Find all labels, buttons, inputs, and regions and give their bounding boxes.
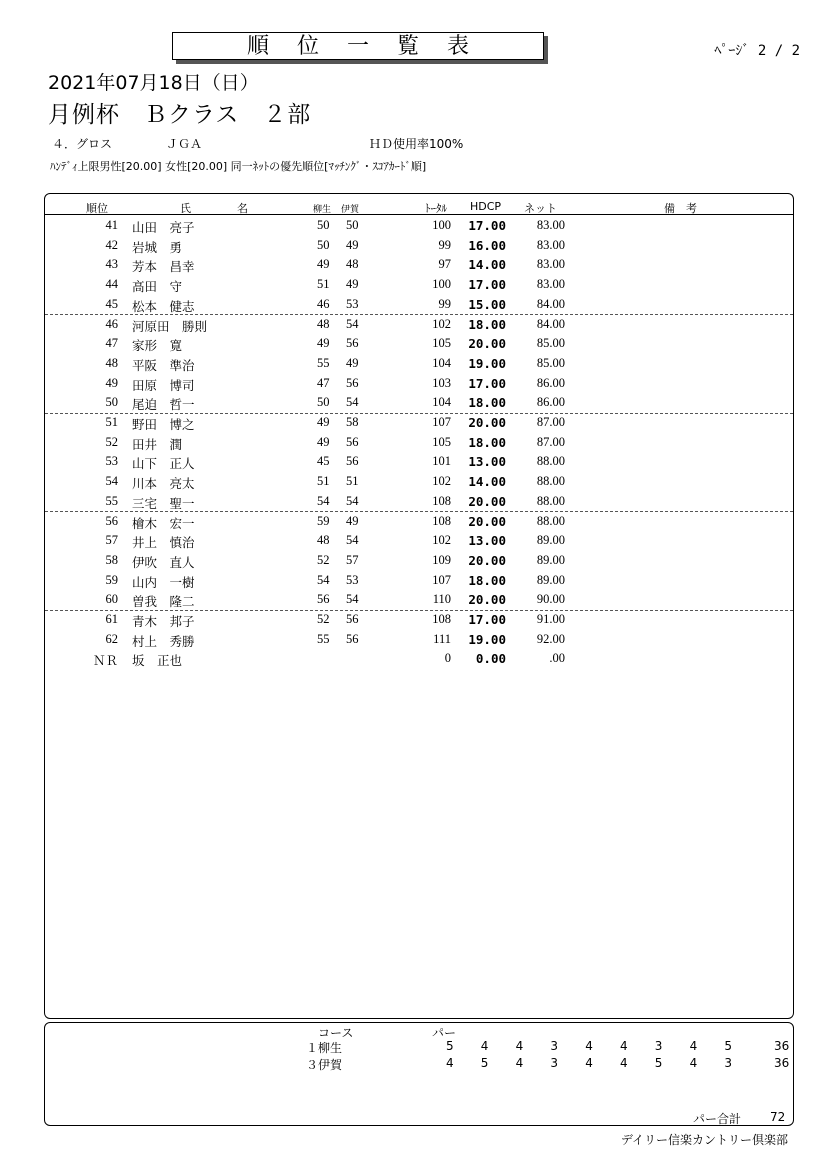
rank-cell: 44 xyxy=(105,277,118,292)
col-course1: 柳生 xyxy=(313,205,332,215)
course1-score: 54 xyxy=(317,572,330,587)
course1-score: 56 xyxy=(317,592,330,607)
course2-score: 49 xyxy=(346,513,359,528)
course-name: ３伊賀 xyxy=(306,1058,343,1072)
net-cell: 84.00 xyxy=(536,296,565,311)
total-cell: 105 xyxy=(432,434,451,449)
table-row xyxy=(45,551,793,571)
course1-score: 50 xyxy=(317,237,330,252)
net-cell: 86.00 xyxy=(536,395,565,410)
name-cell: 山田 亮子 xyxy=(132,221,195,235)
course1-score: 55 xyxy=(317,355,330,370)
table-row xyxy=(45,590,793,611)
course1-score: 49 xyxy=(317,415,330,429)
table-row xyxy=(45,512,793,532)
net-cell: 86.00 xyxy=(536,375,565,390)
course-label: コース xyxy=(318,1026,354,1040)
course2-score: 49 xyxy=(346,237,359,252)
name-cell: 坂 正也 xyxy=(132,654,183,669)
hd-usage-label: ＨＤ使用率100% xyxy=(369,137,464,151)
par-label: パー xyxy=(432,1026,457,1040)
hole-par: 4 xyxy=(480,1039,489,1053)
course-par-total: 36 xyxy=(774,1039,790,1053)
hdcp-cell: 13.00 xyxy=(468,533,506,549)
table-row xyxy=(45,630,793,650)
course2-score: 49 xyxy=(346,277,359,292)
table-row xyxy=(45,610,793,630)
net-cell: 88.00 xyxy=(536,493,565,508)
page-indicator: ﾍﾟｰｼﾞ 2 / 2 xyxy=(714,43,800,59)
table-row xyxy=(45,393,793,414)
course1-score: 51 xyxy=(317,277,330,292)
total-cell: 102 xyxy=(432,474,451,489)
hdcp-cell: 17.00 xyxy=(468,277,506,293)
table-row xyxy=(45,275,793,295)
net-cell: 89.00 xyxy=(536,552,565,567)
course2-score: 56 xyxy=(346,336,359,351)
hole-par: 3 xyxy=(724,1056,733,1070)
name-cell: 芳本 昌幸 xyxy=(132,260,195,275)
total-cell: 111 xyxy=(433,631,451,646)
total-cell: 109 xyxy=(432,552,451,567)
hole-par: 4 xyxy=(446,1056,454,1070)
course2-score: 54 xyxy=(346,316,359,331)
hole-par: 4 xyxy=(620,1056,628,1070)
hdcp-cell: 19.00 xyxy=(468,631,506,647)
name-cell: 平阪 準治 xyxy=(132,358,195,373)
hdcp-cell: 0.00 xyxy=(475,651,506,667)
net-cell: 91.00 xyxy=(536,612,565,626)
table-row xyxy=(45,531,793,551)
hdcp-cell: 18.00 xyxy=(468,434,506,450)
hole-par: 4 xyxy=(585,1039,593,1053)
rule-label: ＪＧＡ xyxy=(166,137,203,151)
name-cell: 山下 正人 xyxy=(132,457,195,472)
hdcp-cell: 20.00 xyxy=(468,336,506,352)
hole-par: 4 xyxy=(585,1056,593,1070)
rank-cell: 50 xyxy=(105,395,118,410)
table-row xyxy=(45,255,793,275)
total-cell: 104 xyxy=(432,395,451,410)
net-cell: 89.00 xyxy=(536,533,565,548)
name-cell: 曽我 隆二 xyxy=(132,595,195,610)
par-total-value: 72 xyxy=(770,1110,786,1124)
rank-cell: 51 xyxy=(105,415,118,429)
net-cell: 92.00 xyxy=(536,631,565,646)
course1-score: 48 xyxy=(317,533,330,548)
total-cell: 107 xyxy=(432,415,451,429)
table-row xyxy=(45,472,793,492)
rank-cell: 49 xyxy=(105,375,118,390)
total-cell: 102 xyxy=(432,316,451,331)
table-row xyxy=(45,649,793,669)
course1-score: 49 xyxy=(317,336,330,351)
rank-cell: 45 xyxy=(105,296,118,311)
col-name-given: 名 xyxy=(237,202,248,215)
course1-score: 49 xyxy=(317,257,330,272)
course2-score: 49 xyxy=(346,355,359,370)
course1-score: 59 xyxy=(317,513,330,528)
course1-score: 47 xyxy=(317,375,330,390)
rank-cell: 62 xyxy=(105,631,118,646)
table-row xyxy=(45,354,793,374)
total-cell: 107 xyxy=(432,572,451,587)
total-cell: 0 xyxy=(444,651,451,666)
net-cell: 89.00 xyxy=(536,572,565,587)
hdcp-cell: 18.00 xyxy=(468,572,506,588)
table-row xyxy=(45,236,793,256)
course1-score: 45 xyxy=(317,454,330,469)
total-cell: 100 xyxy=(432,218,451,232)
col-course2: 伊賀 xyxy=(341,205,360,215)
handicap-rule: ﾊﾝﾃﾞｨ上限男性[20.00] 女性[20.00] 同一ﾈｯﾄの優先順位[ﾏｯﾁﾝｸﾞ・ｽｺｱｶｰﾄﾞ順] xyxy=(50,160,427,173)
course2-score: 56 xyxy=(346,631,359,646)
course2-score: 58 xyxy=(346,415,359,429)
total-cell: 104 xyxy=(432,355,451,370)
page-title: 順位一覧表 xyxy=(172,32,544,60)
rank-cell: ＮＲ xyxy=(92,654,118,669)
name-cell: 岩城 勇 xyxy=(132,240,183,255)
rank-cell: 58 xyxy=(105,552,118,567)
hole-par: 5 xyxy=(724,1039,733,1053)
format-label: ４．グロス xyxy=(52,137,113,151)
name-cell: 山内 一樹 xyxy=(132,575,195,590)
name-cell: 川本 亮太 xyxy=(132,477,195,492)
course1-score: 49 xyxy=(317,434,330,449)
hdcp-cell: 20.00 xyxy=(468,592,506,608)
hdcp-cell: 17.00 xyxy=(468,612,506,627)
table-row xyxy=(45,334,793,354)
course1-score: 48 xyxy=(317,316,330,331)
net-cell: 88.00 xyxy=(536,513,565,528)
total-cell: 110 xyxy=(432,592,451,607)
name-cell: 檜木 宏一 xyxy=(132,516,195,531)
course2-score: 54 xyxy=(346,592,359,607)
hdcp-cell: 17.00 xyxy=(468,375,506,391)
rank-cell: 54 xyxy=(105,474,118,489)
name-cell: 村上 秀勝 xyxy=(132,634,195,649)
hole-par: 3 xyxy=(654,1039,663,1053)
table-row xyxy=(45,216,793,236)
name-cell: 野田 博之 xyxy=(132,418,195,432)
hdcp-cell: 20.00 xyxy=(468,552,506,568)
course2-score: 54 xyxy=(346,533,359,548)
hdcp-cell: 18.00 xyxy=(468,316,506,332)
rank-cell: 41 xyxy=(105,218,118,232)
hole-par: 4 xyxy=(689,1039,698,1053)
course2-score: 54 xyxy=(346,493,359,508)
hdcp-cell: 14.00 xyxy=(468,474,506,490)
total-cell: 105 xyxy=(432,336,451,351)
club-name: デイリー信楽カントリー倶楽部 xyxy=(620,1133,788,1147)
hdcp-cell: 16.00 xyxy=(468,237,506,253)
hole-par: 5 xyxy=(446,1039,454,1053)
net-cell: 85.00 xyxy=(536,355,565,370)
course2-score: 48 xyxy=(346,257,359,272)
hole-par: 3 xyxy=(550,1056,559,1070)
course2-score: 50 xyxy=(346,218,359,232)
course2-score: 56 xyxy=(346,375,359,390)
course1-score: 55 xyxy=(317,631,330,646)
hdcp-cell: 19.00 xyxy=(468,355,506,371)
net-cell: 88.00 xyxy=(536,474,565,489)
rank-cell: 55 xyxy=(105,493,118,508)
net-cell: 83.00 xyxy=(536,277,565,292)
course1-score: 52 xyxy=(317,612,330,626)
hdcp-cell: 20.00 xyxy=(468,415,506,430)
table-row xyxy=(45,452,793,472)
hole-par: 4 xyxy=(515,1039,524,1053)
rank-cell: 61 xyxy=(105,612,118,626)
col-hdcp: HDCP xyxy=(470,200,502,213)
rank-cell: 46 xyxy=(105,316,118,331)
name-cell: 伊吹 直人 xyxy=(132,555,195,570)
rank-cell: 53 xyxy=(105,454,118,469)
net-cell: 84.00 xyxy=(536,316,565,331)
net-cell: 87.00 xyxy=(536,434,565,449)
course-par-table xyxy=(44,1022,794,1126)
table-row xyxy=(45,295,793,316)
event-date: 2021年07月18日（日） xyxy=(48,72,259,94)
course2-score: 57 xyxy=(346,552,359,567)
total-cell: 108 xyxy=(432,612,451,626)
rank-cell: 60 xyxy=(105,592,118,607)
table-row xyxy=(45,374,793,394)
hole-par: 4 xyxy=(620,1039,628,1053)
hole-par: 5 xyxy=(654,1056,663,1070)
net-cell: 88.00 xyxy=(536,454,565,469)
total-cell: 97 xyxy=(438,257,451,272)
table-row xyxy=(45,571,793,591)
table-row xyxy=(45,492,793,513)
event-name: 月例杯 Ｂクラス ２部 xyxy=(48,102,312,128)
name-cell: 三宅 聖一 xyxy=(132,496,195,511)
net-cell: 85.00 xyxy=(536,336,565,351)
par-total-label: パー合計 xyxy=(693,1112,742,1126)
name-cell: 高田 守 xyxy=(132,280,183,295)
col-name-family: 氏 xyxy=(180,202,191,215)
hdcp-cell: 15.00 xyxy=(468,296,506,312)
net-cell: .00 xyxy=(549,651,565,666)
hole-par: 4 xyxy=(689,1056,698,1070)
net-cell: 83.00 xyxy=(536,237,565,252)
course2-score: 53 xyxy=(346,296,359,311)
rank-cell: 48 xyxy=(105,355,118,370)
hdcp-cell: 17.00 xyxy=(468,218,506,233)
course-name: １柳生 xyxy=(306,1041,343,1055)
course2-score: 51 xyxy=(346,474,359,489)
rank-cell: 43 xyxy=(105,257,118,272)
course1-score: 51 xyxy=(317,474,330,489)
hole-par: 3 xyxy=(550,1039,559,1053)
hdcp-cell: 20.00 xyxy=(468,513,506,529)
course1-score: 52 xyxy=(317,552,330,567)
course1-score: 50 xyxy=(317,395,330,410)
rank-cell: 57 xyxy=(105,533,118,548)
table-row xyxy=(45,315,793,335)
course1-score: 54 xyxy=(317,493,330,508)
course2-score: 54 xyxy=(346,395,359,410)
total-cell: 102 xyxy=(432,533,451,548)
course2-score: 53 xyxy=(346,572,359,587)
rank-cell: 47 xyxy=(105,336,118,351)
rank-cell: 56 xyxy=(105,513,118,528)
hdcp-cell: 18.00 xyxy=(468,395,506,411)
total-cell: 99 xyxy=(438,296,451,311)
net-cell: 87.00 xyxy=(536,415,565,429)
table-row xyxy=(45,413,793,433)
rank-cell: 42 xyxy=(105,237,118,252)
total-cell: 99 xyxy=(438,237,451,252)
net-cell: 83.00 xyxy=(536,257,565,272)
hdcp-cell: 14.00 xyxy=(468,257,506,273)
name-cell: 河原田 勝則 xyxy=(132,319,208,334)
course1-score: 46 xyxy=(317,296,330,311)
name-cell: 家形 寛 xyxy=(132,339,183,354)
total-cell: 108 xyxy=(432,513,451,528)
rank-cell: 59 xyxy=(105,572,118,587)
total-cell: 108 xyxy=(432,493,451,508)
course2-score: 56 xyxy=(346,434,359,449)
total-cell: 100 xyxy=(432,277,451,292)
course-par-total: 36 xyxy=(774,1056,790,1070)
net-cell: 90.00 xyxy=(536,592,565,607)
col-note: 備 考 xyxy=(664,202,697,215)
total-cell: 101 xyxy=(432,454,451,469)
course2-score: 56 xyxy=(346,454,359,469)
name-cell: 松本 健志 xyxy=(132,299,195,314)
name-cell: 田井 潤 xyxy=(132,437,183,452)
name-cell: 尾迫 哲一 xyxy=(132,398,195,413)
course2-score: 56 xyxy=(346,612,359,626)
col-net: ネット xyxy=(524,202,557,215)
col-rank: 順位 xyxy=(86,202,108,215)
name-cell: 田原 博司 xyxy=(132,378,195,393)
course1-score: 50 xyxy=(317,218,330,232)
table-row xyxy=(45,433,793,453)
name-cell: 青木 邦子 xyxy=(132,615,195,629)
col-total: ﾄｰﾀﾙ xyxy=(425,202,447,215)
total-cell: 103 xyxy=(432,375,451,390)
header-divider xyxy=(45,214,793,215)
hdcp-cell: 20.00 xyxy=(468,493,506,509)
net-cell: 83.00 xyxy=(536,218,565,232)
name-cell: 井上 慎治 xyxy=(132,536,195,551)
hole-par: 5 xyxy=(480,1056,489,1070)
rank-cell: 52 xyxy=(105,434,118,449)
hole-par: 4 xyxy=(515,1056,524,1070)
hdcp-cell: 13.00 xyxy=(468,454,506,470)
